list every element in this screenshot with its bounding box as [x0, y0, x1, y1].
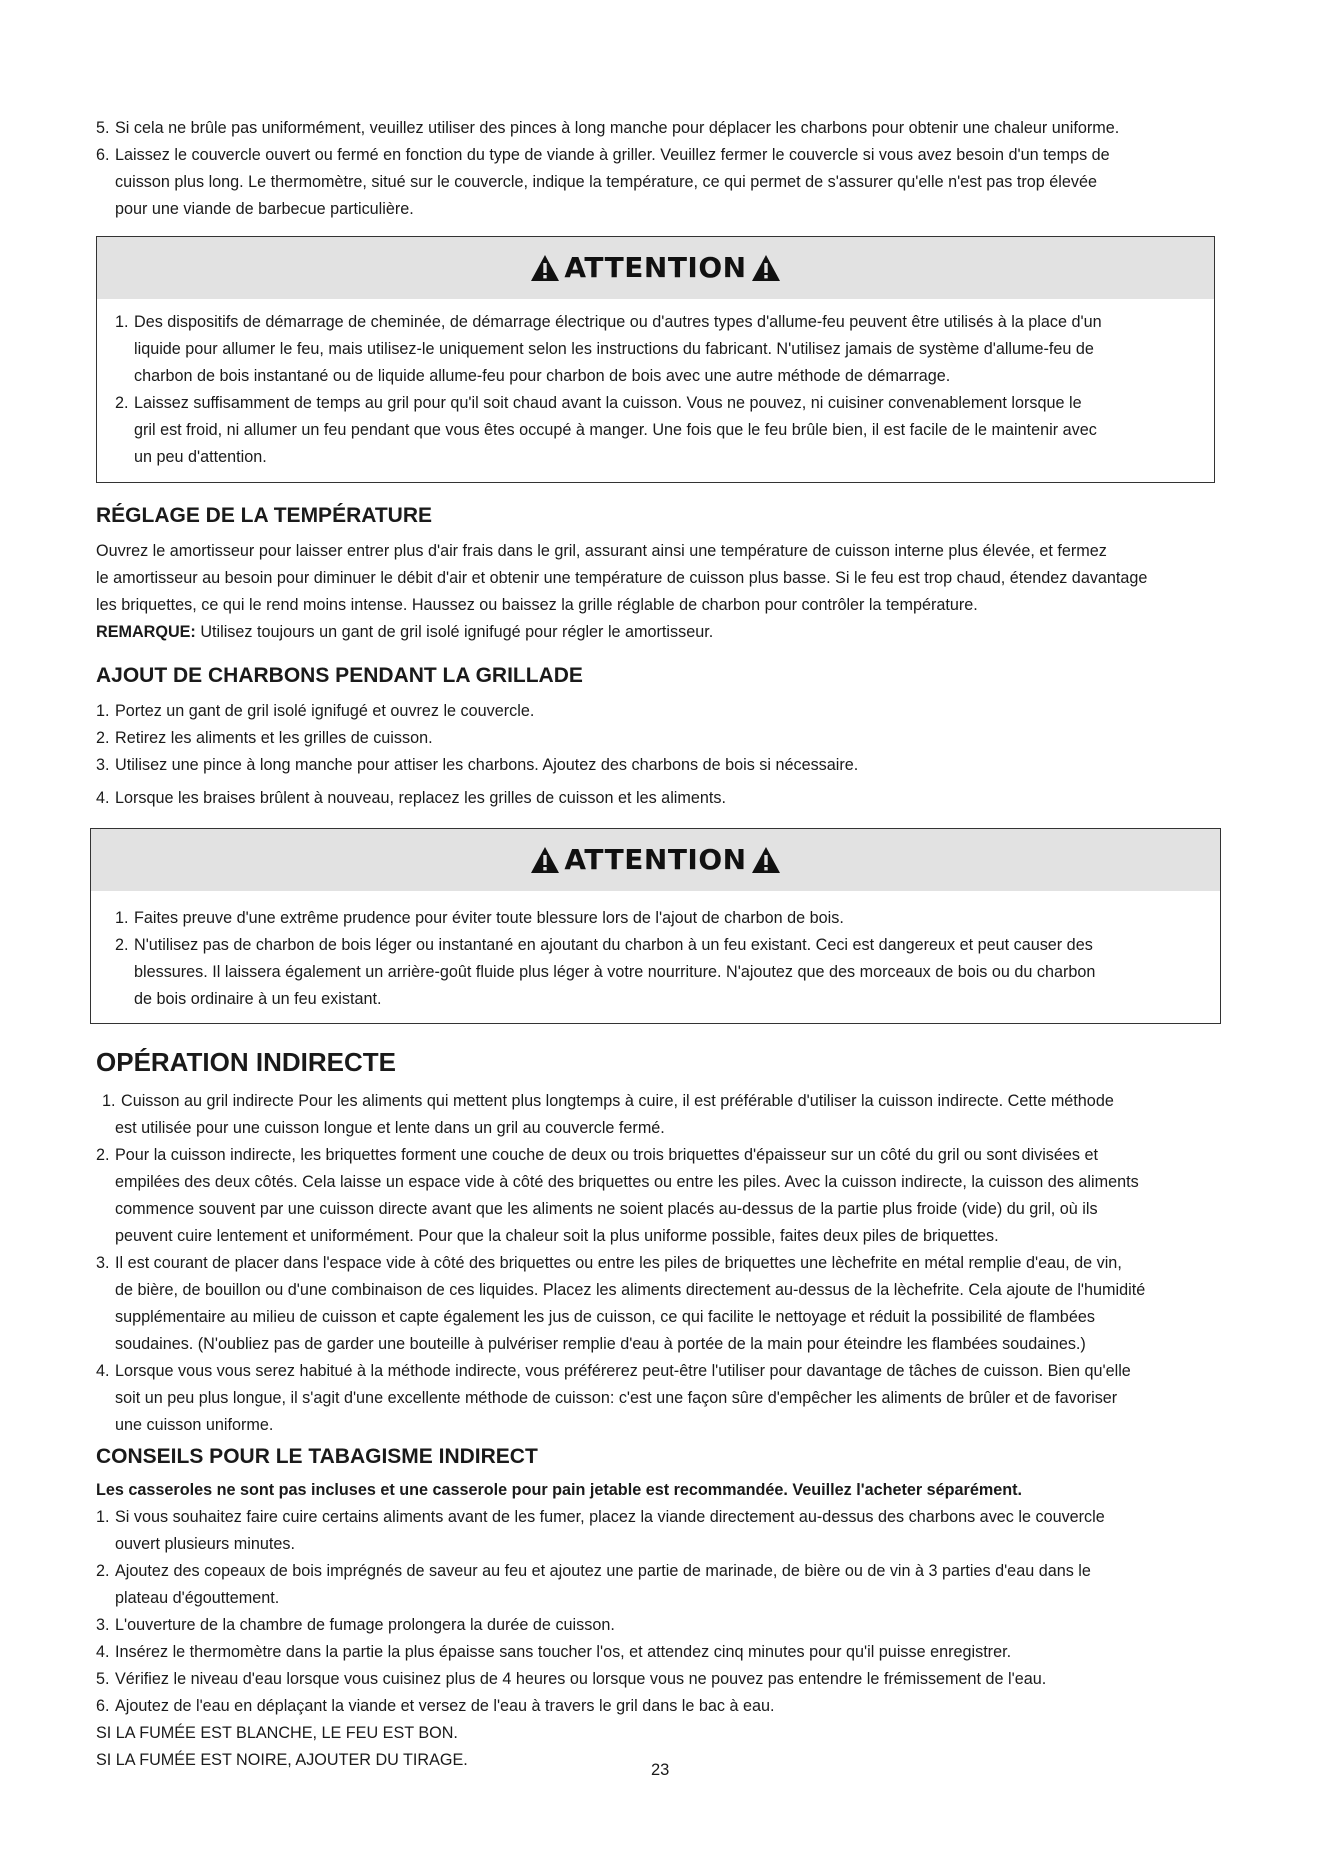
list-item-text: Insérez le thermomètre dans la partie la plus épaisse sans toucher l'os, et attendez cinq minutes pour qu'il puisse enregistrer.	[115, 1643, 1012, 1661]
list-item-text: charbon de bois instantané ou de liquide allume-feu pour charbon de bois avec une autre méthode de démarrage.	[134, 367, 951, 385]
list-item-text: Retirez les aliments et les grilles de cuisson.	[115, 729, 433, 747]
list-item-number: 1.	[102, 1092, 116, 1110]
list-item-text: empilées des deux côtés. Cela laisse un espace vide à côté des briquettes ou entre les piles. Avec la cuisson indirecte, la cuisson des aliments	[115, 1173, 1139, 1191]
list-item-text: Lorsque les braises brûlent à nouveau, replacez les grilles de cuisson et les aliments.	[115, 789, 726, 807]
attention-title: ATTENTION	[564, 251, 747, 284]
list-item-number: 5.	[96, 119, 110, 137]
section-heading: RÉGLAGE DE LA TEMPÉRATURE	[96, 504, 433, 527]
list-item-text: Ajoutez des copeaux de bois imprégnés de saveur au feu et ajoutez une partie de marinade, de bière ou de vin à 3 parties d'eau dans le	[115, 1562, 1091, 1580]
paragraph-line: les briquettes, ce qui le rend moins intense. Haussez ou baissez la grille réglable de charbon pour contrôler la température.	[96, 596, 978, 614]
section-subheading: Les casseroles ne sont pas incluses et une casserole pour pain jetable est recommandée. Veuillez l'acheter séparément.	[96, 1481, 1023, 1499]
list-item-text: Cuisson au gril indirecte Pour les aliments qui mettent plus longtemps à cuire, il est préférable d'utiliser la cuisson indirecte. Cette méthode	[121, 1092, 1114, 1110]
list-item-text: Si vous souhaitez faire cuire certains aliments avant de les fumer, placez la viande directement au-dessus des charbons avec le couvercle	[115, 1508, 1105, 1526]
list-item-number: 1.	[96, 1508, 110, 1526]
list-item-text: liquide pour allumer le feu, mais utilisez-le uniquement selon les instructions du fabricant. N'utilisez jamais de système d'allume-feu de	[134, 340, 1094, 358]
list-item-text: plateau d'égouttement.	[115, 1589, 280, 1607]
section-heading: OPÉRATION INDIRECTE	[96, 1047, 396, 1077]
footer-note-line: SI LA FUMÉE EST BLANCHE, LE FEU EST BON.	[96, 1724, 458, 1742]
list-item-text: un peu d'attention.	[134, 448, 267, 466]
list-item-number: 4.	[96, 1643, 110, 1661]
attention-box-2	[90, 828, 1221, 1024]
list-item-text: ouvert plusieurs minutes.	[115, 1535, 295, 1553]
list-item-number: 1.	[115, 909, 129, 927]
list-item-text: gril est froid, ni allumer un feu pendant que vous êtes occupé à manger. Une fois que le feu brûle bien, il est facile de le maintenir avec	[134, 421, 1097, 439]
list-item-text: soudaines. (N'oubliez pas de garder une bouteille à pulvériser remplie d'eau à portée de la main pour éteindre les flambées soudaines.)	[115, 1335, 1086, 1353]
list-item-text: Si cela ne brûle pas uniformément, veuillez utiliser des pinces à long manche pour déplacer les charbons pour obtenir une chaleur uniforme.	[115, 119, 1120, 137]
list-item-text: Pour la cuisson indirecte, les briquettes forment une couche de deux ou trois briquettes d'épaisseur sur un côté du gril ou sont divisées et	[115, 1146, 1098, 1164]
list-item-text: Utilisez une pince à long manche pour attiser les charbons. Ajoutez des charbons de bois si nécessaire.	[115, 756, 859, 774]
list-item-text: blessures. Il laissera également un arrière-goût fluide plus léger à votre nourriture. N'ajoutez que des morceaux de bois ou du charbon	[134, 963, 1096, 981]
list-item-text: soit un peu plus longue, il s'agit d'une excellente méthode de cuisson: c'est une façon sûre d'empêcher les aliments de brûler et de favoriser	[115, 1389, 1118, 1407]
list-item-text: pour une viande de barbecue particulière.	[115, 200, 414, 218]
list-item-number: 5.	[96, 1670, 110, 1688]
list-item-number: 1.	[96, 702, 110, 720]
list-item-number: 2.	[115, 936, 129, 954]
list-item-text: de bière, de bouillon ou d'une combinaison de ces liquides. Placez les aliments directement au-dessus de la lèchefrite. Cela ajoute de l'humidité	[115, 1281, 1146, 1299]
list-item-number: 1.	[115, 313, 129, 331]
list-item-number: 2.	[96, 1146, 110, 1164]
list-item-text: supplémentaire au milieu de cuisson et capte également les jus de cuisson, ce qui facilite le nettoyage et réduit la possibilité de flambées	[115, 1308, 1095, 1326]
page-number: 23	[651, 1761, 670, 1779]
list-item-number: 2.	[96, 729, 110, 747]
paragraph-line: le amortisseur au besoin pour diminuer le débit d'air et obtenir une température de cuisson plus basse. Si le feu est trop chaud, étendez davantage	[96, 569, 1148, 587]
footer-note-line: SI LA FUMÉE EST NOIRE, AJOUTER DU TIRAGE.	[96, 1751, 468, 1769]
list-item-text: une cuisson uniforme.	[115, 1416, 274, 1434]
list-item-number: 6.	[96, 1697, 110, 1715]
list-item-text: N'utilisez pas de charbon de bois léger ou instantané en ajoutant du charbon à un feu existant. Ceci est dangereux et peut causer des	[134, 936, 1093, 954]
list-item-text: est utilisée pour une cuisson longue et lente dans un gril au couvercle fermé.	[115, 1119, 665, 1137]
list-item-text: peuvent cuire lentement et uniformément. Pour que la chaleur soit la plus uniforme possible, faites deux piles de briquettes.	[115, 1227, 999, 1245]
list-item-number: 4.	[96, 1362, 110, 1380]
paragraph-line: Ouvrez le amortisseur pour laisser entrer plus d'air frais dans le gril, assurant ainsi une température de cuisson interne plus élevée, et fermez	[96, 542, 1107, 560]
section-heading: AJOUT DE CHARBONS PENDANT LA GRILLADE	[96, 664, 583, 687]
list-item-text: Faites preuve d'une extrême prudence pour éviter toute blessure lors de l'ajout de charbon de bois.	[134, 909, 844, 927]
list-item-text: de bois ordinaire à un feu existant.	[134, 990, 382, 1008]
list-item-text: Des dispositifs de démarrage de cheminée, de démarrage électrique ou d'autres types d'allume-feu peuvent être utilisés à la place d'un	[134, 313, 1102, 331]
list-item-text: Il est courant de placer dans l'espace vide à côté des briquettes ou entre les piles de briquettes une lèchefrite en métal remplie d'eau, de vin,	[115, 1254, 1122, 1272]
list-item-number: 2.	[115, 394, 129, 412]
warning-triangle-icon	[751, 846, 781, 874]
list-item-text: cuisson plus long. Le thermomètre, situé sur le couvercle, indique la température, ce qui permet de s'assurer qu'elle n'est pas trop élevée	[115, 173, 1097, 191]
list-item-text: L'ouverture de la chambre de fumage prolongera la durée de cuisson.	[115, 1616, 615, 1634]
warning-triangle-icon	[530, 254, 560, 282]
attention-header	[91, 829, 1220, 891]
list-item-number: 4.	[96, 789, 110, 807]
list-item-text: Vérifiez le niveau d'eau lorsque vous cuisinez plus de 4 heures ou lorsque vous ne pouvez pas entendre le frémissement de l'eau.	[115, 1670, 1047, 1688]
attention-box-1	[96, 236, 1215, 483]
list-item-text: Lorsque vous vous serez habitué à la méthode indirecte, vous préférerez peut-être l'utiliser pour davantage de tâches de cuisson. Bien qu'elle	[115, 1362, 1131, 1380]
attention-header	[97, 237, 1214, 299]
list-item-number: 2.	[96, 1562, 110, 1580]
list-item-text: Laissez le couvercle ouvert ou fermé en fonction du type de viande à griller. Veuillez fermer le couvercle si vous avez besoin d'un temps de	[115, 146, 1110, 164]
attention-title: ATTENTION	[564, 843, 747, 876]
list-item-text: commence souvent par une cuisson directe avant que les aliments ne soient placés au-dessus de la partie plus froide (vide) du gril, où ils	[115, 1200, 1098, 1218]
warning-triangle-icon	[530, 846, 560, 874]
list-item-number: 3.	[96, 756, 110, 774]
note-label: REMARQUE:	[96, 623, 196, 641]
list-item-text: Portez un gant de gril isolé ignifugé et ouvrez le couvercle.	[115, 702, 535, 720]
section-heading: CONSEILS POUR LE TABAGISME INDIRECT	[96, 1445, 538, 1468]
note-line	[96, 619, 713, 646]
warning-triangle-icon	[751, 254, 781, 282]
note-text: Utilisez toujours un gant de gril isolé ignifugé pour régler le amortisseur.	[195, 623, 714, 641]
list-item-number: 6.	[96, 146, 110, 164]
list-item-number: 3.	[96, 1616, 110, 1634]
list-item-number: 3.	[96, 1254, 110, 1272]
list-item-text: Ajoutez de l'eau en déplaçant la viande et versez de l'eau à travers le gril dans le bac à eau.	[115, 1697, 775, 1715]
list-item-text: Laissez suffisamment de temps au gril pour qu'il soit chaud avant la cuisson. Vous ne pouvez, ni cuisiner convenablement lorsque le	[134, 394, 1082, 412]
